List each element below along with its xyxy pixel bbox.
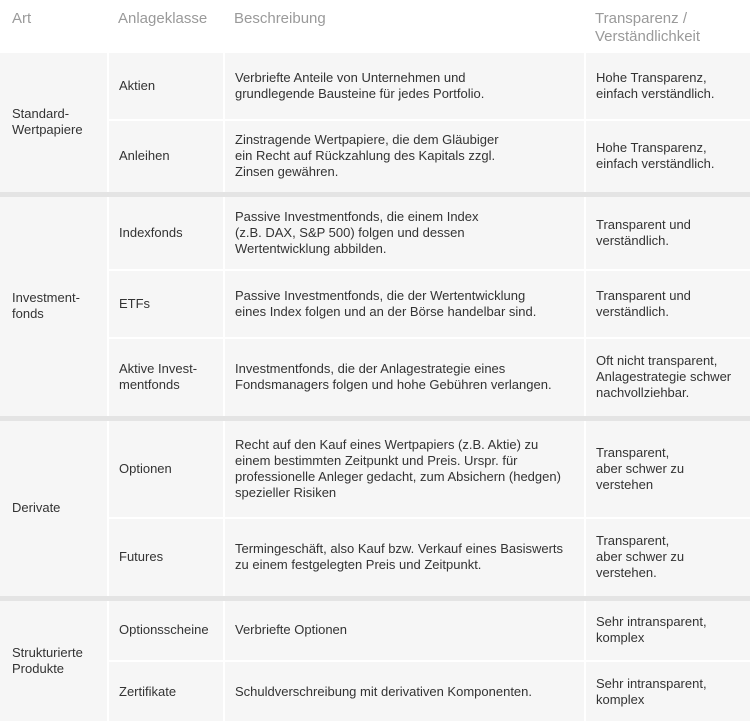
transparenz-cell: Sehr intransparent, komplex — [585, 598, 750, 661]
header-anlageklasse: Anlageklasse — [108, 0, 224, 53]
table-row — [0, 418, 750, 518]
anlageklasse-cell: ETFs — [108, 270, 224, 338]
transparenz-cell: Oft nicht transparent, Anlagestrategie schwer nachvollziehbar. — [585, 338, 750, 418]
anlageklasse-cell: Optionsscheine — [108, 598, 224, 661]
beschreibung-cell: Verbriefte Anteile von Unternehmen und grundlegende Bausteine für jedes Portfolio. — [224, 53, 585, 120]
anlageklasse-cell: Zertifikate — [108, 661, 224, 721]
table-row — [0, 518, 750, 598]
art-label: Strukturierte Produkte — [12, 644, 83, 676]
anlageklasse-cell: Aktive Invest- mentfonds — [108, 338, 224, 418]
beschreibung-cell: Zinstragende Wertpapiere, die dem Gläubiger ein Recht auf Rückzahlung des Kapitals zzgl. Zinsen gewähren. — [224, 120, 585, 194]
art-cell — [0, 418, 108, 598]
table-row — [0, 338, 750, 418]
transparenz-cell: Sehr intransparent, komplex — [585, 661, 750, 721]
table-header-row — [0, 0, 750, 53]
header-art: Art — [0, 0, 108, 53]
transparenz-cell: Hohe Transparenz, einfach verständlich. — [585, 53, 750, 120]
transparenz-cell: Transparent, aber schwer zu verstehen — [585, 418, 750, 518]
transparenz-cell: Hohe Transparenz, einfach verständlich. — [585, 120, 750, 194]
art-label: Derivate — [12, 500, 61, 515]
table-row — [0, 270, 750, 338]
table-row — [0, 598, 750, 661]
header-transparenz: Transparenz / Verständlichkeit — [585, 0, 750, 53]
art-label: Investment- fonds — [12, 290, 80, 321]
transparenz-cell: Transparent und verständlich. — [585, 270, 750, 338]
transparenz-cell: Transparent, aber schwer zu verstehen. — [585, 518, 750, 598]
table-row — [0, 53, 750, 120]
anlageklasse-cell: Anleihen — [108, 120, 224, 194]
art-label: Standard- Wertpapiere — [12, 106, 83, 138]
art-cell — [0, 194, 108, 418]
beschreibung-cell: Investmentfonds, die der Anlagestrategie eines Fondsmanagers folgen und hohe Gebühren verlangen. — [224, 338, 585, 418]
header-beschreibung: Beschreibung — [224, 0, 585, 53]
beschreibung-cell: Passive Investmentfonds, die der Wertentwicklung eines Index folgen und an der Börse handelbar sind. — [224, 270, 585, 338]
anlageklasse-cell: Futures — [108, 518, 224, 598]
beschreibung-cell: Schuldverschreibung mit derivativen Komponenten. — [224, 661, 585, 721]
anlageklasse-cell: Optionen — [108, 418, 224, 518]
table-row — [0, 661, 750, 721]
beschreibung-cell: Passive Investmentfonds, die einem Index (z.B. DAX, S&P 500) folgen und dessen Wertentwicklung abbilden. — [224, 194, 585, 270]
table-row — [0, 194, 750, 270]
anlageklasse-cell: Aktien — [108, 53, 224, 120]
anlageklasse-cell: Indexfonds — [108, 194, 224, 270]
table-row — [0, 120, 750, 194]
art-cell — [0, 53, 108, 194]
beschreibung-cell: Recht auf den Kauf eines Wertpapiers (z.B. Aktie) zu einem bestimmten Zeitpunkt und Preis. Urspr. für professionelle Anleger gedacht, zum Absichern (hedgen) spezieller Risiken — [224, 418, 585, 518]
beschreibung-cell: Verbriefte Optionen — [224, 598, 585, 661]
art-cell — [0, 598, 108, 721]
transparenz-cell: Transparent und verständlich. — [585, 194, 750, 270]
beschreibung-cell: Termingeschäft, also Kauf bzw. Verkauf eines Basiswerts zu einem festgelegten Preis und Zeitpunkt. — [224, 518, 585, 598]
